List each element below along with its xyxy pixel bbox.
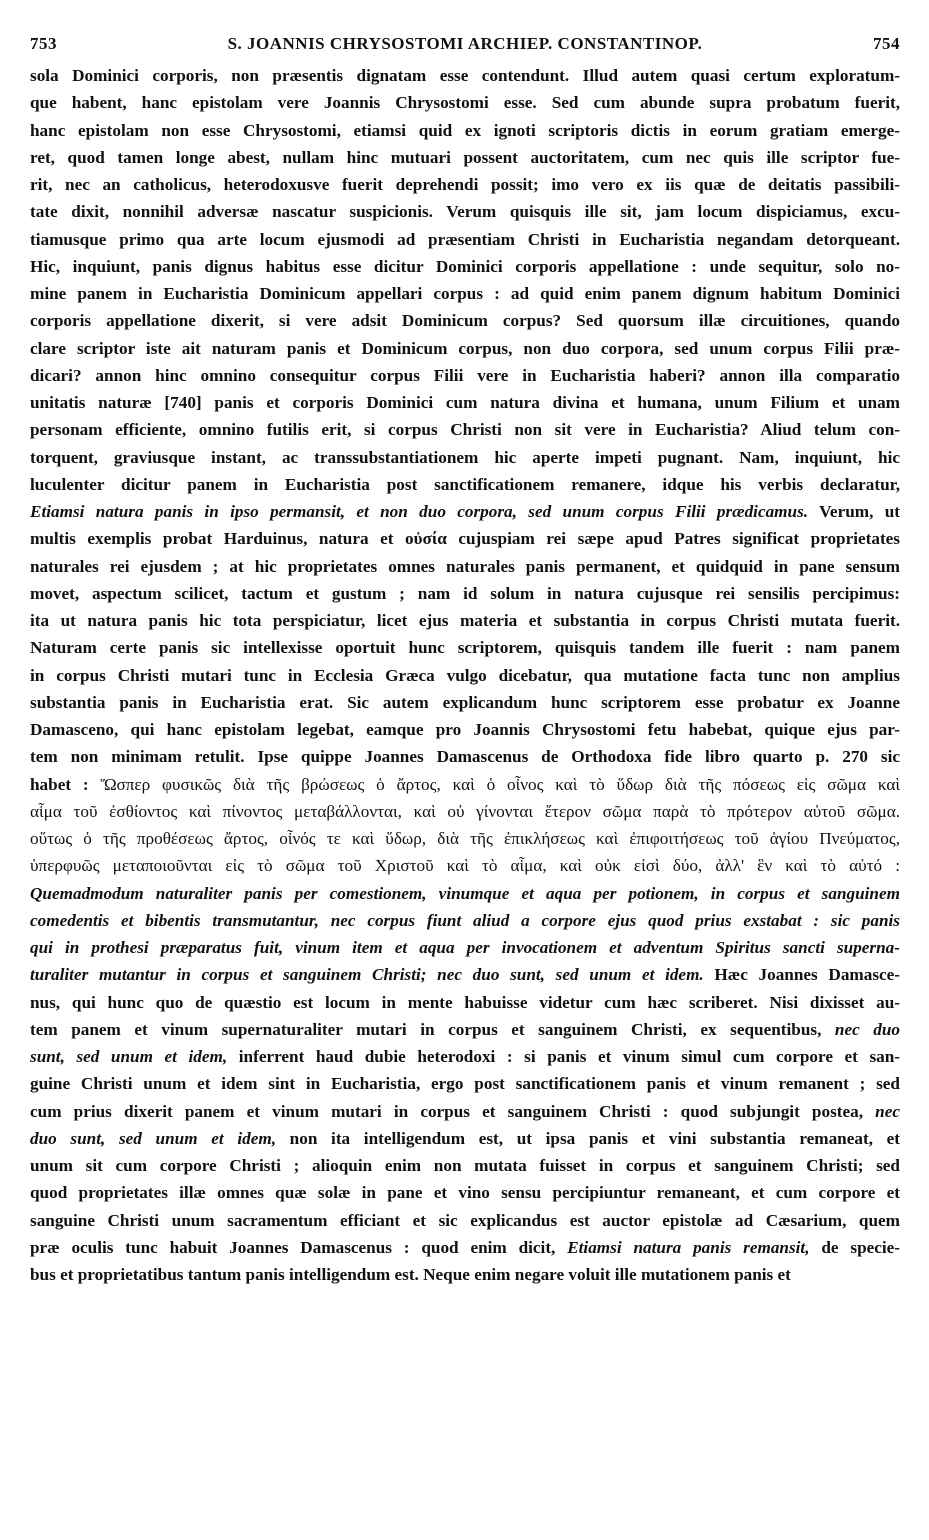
text-line	[30, 335, 900, 362]
text-run: movet, aspectum scilicet, tactum et gustum ; nam id solum in natura cujusque rei sensilis percipimus:	[30, 583, 900, 603]
text-run: unum sit cum corpore Christi ; alioquin enim non mutata fuisset in corpus et sanguinem Christi; sed	[30, 1156, 900, 1175]
text-run: naturales rei ejusdem ; at hic proprietates omnes naturales panis permanent, et quidquid in pane sensum	[30, 556, 900, 576]
text-run: Etiamsi natura panis in ipso permansit, et non duo corpora, sed unum corpus Filii prædicamus.	[30, 502, 809, 521]
text-line	[30, 1098, 900, 1125]
text-line	[30, 117, 900, 144]
text-line	[30, 825, 900, 852]
text-run: sunt, sed unum et idem,	[30, 1047, 228, 1066]
text-run: comedentis et bibentis transmutantur, nec corpus fiunt aliud a corpore ejus quod prius exstabat : sic panis	[30, 910, 900, 930]
text-line	[30, 1016, 900, 1043]
text-run: Quemadmodum naturaliter panis per comestionem, vinumque et aqua per potionem, in corpus et sanguinem	[30, 883, 900, 903]
text-run: nec	[875, 1101, 900, 1121]
text-run: mine panem in Eucharistia Dominicum appellari corpus : ad quid enim panem dignum habitum Dominici	[30, 284, 900, 303]
text-line	[30, 716, 900, 743]
text-run: Hæc Joannes Damasce-	[703, 965, 900, 985]
text-line	[30, 389, 900, 416]
text-line	[30, 444, 900, 471]
text-line	[30, 880, 900, 907]
text-run: personam efficiente, omnino futilis erit, si corpus Christi non sit vere in Eucharistia? Aliud telum con-	[30, 420, 900, 440]
text-run: bus et proprietatibus tantum panis intelligendum est. Neque enim negare voluit ille mutationem panis et	[30, 1265, 791, 1284]
text-line	[30, 525, 900, 552]
text-run: ὑπερφυῶς μεταποιοῦνται εἰς τὸ σῶμα τοῦ Χριστοῦ καὶ τὸ αἷμα, καὶ οὐκ εἰσὶ δύο, ἀλλ' ἓν καὶ τὸ αὐτό :	[30, 856, 900, 876]
text-line	[30, 280, 900, 307]
text-line	[30, 798, 900, 825]
text-run: tem panem et vinum supernaturaliter mutari in corpus et sanguinem Christi, ex sequentibus,	[30, 1019, 835, 1039]
text-run: αἷμα τοῦ ἐσθίοντος καὶ πίνοντος μεταβάλλονται, καὶ οὐ γίνονται ἕτερον σῶμα παρὰ τὸ πρότερον αὐτοῦ σῶμα.	[30, 801, 900, 821]
text-line	[30, 934, 900, 961]
text-run: non ita intelligendum est, ut ipsa panis et vini substantia remaneat, et	[276, 1128, 900, 1148]
text-line	[30, 1261, 900, 1288]
text-run: nus, qui hunc quo de quæstio est locum in mente habuisse videtur cum hæc scriberet. Nisi dixisset au-	[30, 992, 900, 1012]
text-run: que habent, hanc epistolam vere Joannis Chrysostomi esse. Sed cum abunde supra probatum fuerit,	[30, 93, 900, 113]
text-line	[30, 607, 900, 634]
text-run: nec duo	[834, 1019, 900, 1039]
page-number-right: 754	[873, 34, 900, 53]
text-line	[30, 662, 900, 689]
text-run: tate dixit, nonnihil adversæ nascatur suspicionis. Verum quisquis ille sit, jam locum dispiciamus, excu-	[30, 202, 900, 222]
text-run: ita ut natura panis hic tota perspiciatur, licet ejus materia et substantia in corpus Christi mutata fuerit.	[30, 611, 900, 630]
text-line	[30, 989, 900, 1016]
text-line	[30, 226, 900, 253]
text-line	[30, 1152, 900, 1179]
body-text	[30, 62, 900, 1288]
page-number-left: 753	[30, 34, 57, 53]
text-run: unitatis naturæ [740] panis et corporis Dominici cum natura divina et humana, unum Filium et unam	[30, 393, 900, 412]
text-line	[30, 62, 900, 89]
text-line	[30, 198, 900, 225]
text-run: Hic, inquiunt, panis dignus habitus esse dicitur Dominici corporis appellatione : unde sequitur, solo no-	[30, 256, 900, 276]
text-run: substantia panis in Eucharistia erat. Sic autem explicandum hunc scriptorem esse probatur ex Joanne	[30, 692, 900, 712]
text-line	[30, 689, 900, 716]
text-line	[30, 307, 900, 334]
text-run: Damasceno, qui hanc epistolam legebat, eamque pro Joannis Chrysostomi fetu habebat, quique ejus par-	[30, 720, 900, 739]
text-line	[30, 907, 900, 934]
text-run: οὐσία	[405, 529, 447, 549]
text-line	[30, 1125, 900, 1152]
text-line	[30, 743, 900, 770]
text-line	[30, 553, 900, 580]
text-run: de specie-	[809, 1237, 900, 1257]
text-run: præ oculis tunc habuit Joannes Damascenus : quod enim dicit,	[30, 1237, 568, 1257]
text-run: sola Dominici corporis, non præsentis dignatam esse contendunt. Illud autem quasi certum exploratum-	[30, 66, 900, 85]
text-run: Ὥσπερ φυσικῶς διὰ τῆς βρώσεως ὁ ἄρτος, καὶ ὁ οἶνος καὶ τὸ ὕδωρ διὰ τῆς πόσεως εἰς σῶμα καὶ	[100, 774, 900, 794]
text-run: cujuspiam rei sæpe apud Patres significat proprietates	[446, 529, 900, 549]
text-line	[30, 416, 900, 443]
text-line	[30, 852, 900, 879]
text-run: multis exemplis probat Harduinus, natura et	[30, 529, 406, 549]
text-line	[30, 89, 900, 116]
text-run: tem non minimam retulit. Ipse quippe Joannes Damascenus de Orthodoxa fide libro quarto p. 270 sic	[30, 747, 900, 767]
text-run: tiamusque primo qua arte locum ejusmodi ad præsentiam Christi in Eucharistia negandam detorqueant.	[30, 229, 900, 249]
text-run: inferrent haud dubie heterodoxi : si panis et vinum simul cum corpore et san-	[227, 1047, 900, 1066]
page-header	[30, 34, 900, 62]
text-line	[30, 362, 900, 389]
text-line	[30, 471, 900, 498]
text-run: sanguine Christi unum sacramentum efficiant et sic explicandus est auctor epistolæ ad Cæsarium, quem	[30, 1210, 900, 1230]
text-line	[30, 771, 900, 798]
text-run: clare scriptor iste ait naturam panis et Dominicum corpus, non duo corpora, sed unum corpus Filii præ-	[30, 338, 900, 358]
text-run: hanc epistolam non esse Chrysostomi, etiamsi quid ex ignoti scriptoris dictis in eorum gratiam emerge-	[30, 120, 900, 140]
text-run: ret, quod tamen longe abest, nullam hinc mutuari possent auctoritatem, cum nec quis ille scriptor fue-	[30, 147, 900, 167]
text-run: in corpus Christi mutari tunc in Ecclesia Græca vulgo dicebatur, qua mutatione facta tunc non amplius	[30, 665, 900, 685]
text-run: quod proprietates illæ omnes quæ solæ in pane et vino sensu percipiuntur remaneant, et cum corpore et	[30, 1183, 900, 1203]
text-line	[30, 171, 900, 198]
text-run: luculenter dicitur panem in Eucharistia post sanctificationem remanere, idque his verbis declaratur,	[30, 474, 900, 494]
book-page	[30, 34, 900, 1288]
text-line	[30, 253, 900, 280]
text-run: Etiamsi natura panis remansit,	[567, 1237, 810, 1257]
text-line	[30, 498, 900, 525]
text-run: duo sunt, sed unum et idem,	[30, 1128, 276, 1148]
text-line	[30, 1043, 900, 1070]
text-line	[30, 634, 900, 661]
text-line	[30, 1234, 900, 1261]
text-line	[30, 961, 900, 988]
running-title: S. JOANNIS CHRYSOSTOMI ARCHIEP. CONSTANTINOP.	[227, 34, 703, 53]
text-run: habet :	[30, 774, 101, 794]
text-run: Verum, ut	[808, 502, 900, 521]
text-run: rit, nec an catholicus, heterodoxusve fuerit deprehendi possit; imo vero ex iis quæ de deitatis passibili-	[30, 175, 900, 194]
text-run: cum prius dixerit panem et vinum mutari in corpus et sanguinem Christi : quod subjungit postea,	[30, 1101, 876, 1121]
text-run: dicari? annon hinc omnino consequitur corpus Filii vere in Eucharistia haberi? annon illa comparatio	[30, 365, 900, 385]
text-run: turaliter mutantur in corpus et sanguinem Christi; nec duo sunt, sed unum et idem.	[30, 965, 704, 985]
text-line	[30, 1207, 900, 1234]
text-run: guine Christi unum et idem sint in Eucharistia, ergo post sanctificationem panis et vinum remanent ; sed	[30, 1074, 900, 1094]
text-line	[30, 580, 900, 607]
text-line	[30, 1070, 900, 1097]
text-line	[30, 1179, 900, 1206]
text-run: οὕτως ὁ τῆς προθέσεως ἄρτος, οἶνός τε καὶ ὕδωρ, διὰ τῆς ἐπικλήσεως καὶ ἐπιφοιτήσεως τοῦ ἁγίου Πνεύματος,	[30, 829, 900, 848]
text-line	[30, 144, 900, 171]
text-run: torquent, graviusque instant, ac transsubstantiationem hic aperte impeti pugnant. Nam, inquiunt, hic	[30, 447, 900, 467]
text-run: Naturam certe panis sic intellexisse oportuit hunc scriptorem, quisquis tandem ille fuerit : nam panem	[30, 638, 900, 658]
text-run: qui in prothesi præparatus fuit, vinum item et aqua per invocationem et adventum Spiritus sancti superna-	[30, 938, 900, 957]
text-run: corporis appellatione dixerit, si vere adsit Dominicum corpus? Sed quorsum illæ circuitiones, quando	[30, 311, 900, 331]
